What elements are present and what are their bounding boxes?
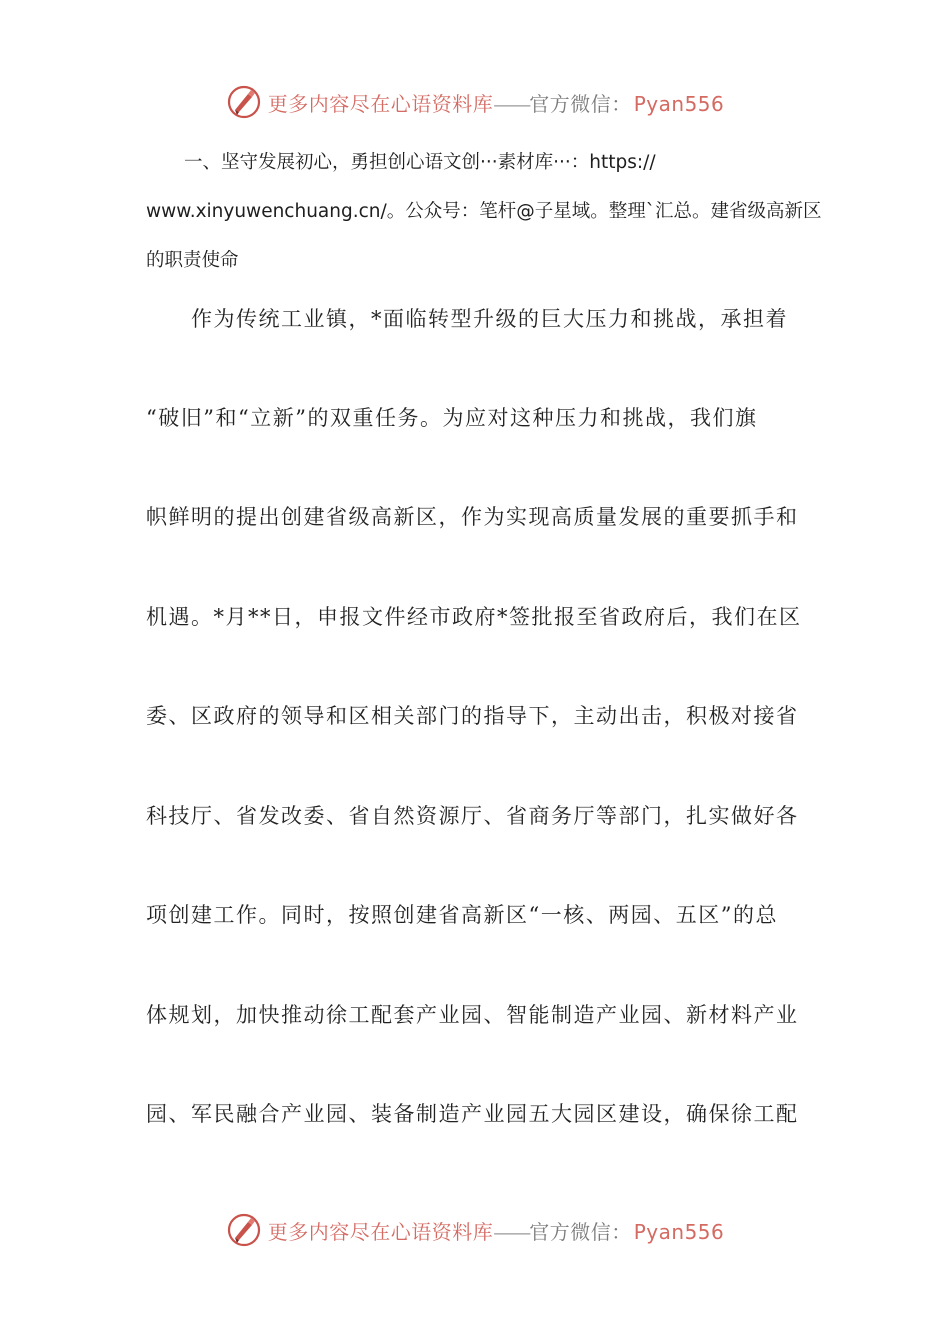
section-heading [146,138,822,285]
heading-line-1: 一、坚守发展初心，勇担创心语文创···素材库···：https:// [184,152,656,173]
paragraph-line: 作为传统工业镇，*面临转型升级的巨大压力和挑战，承担着 [146,307,788,331]
paragraph-line: 科技厅、省发改委、省自然资源厅、省商务厅等部门，扎实做好各 [146,804,799,828]
pen-logo-icon [226,84,262,120]
paragraph-line: 帜鲜明的提出创建省级高新区，作为实现高质量发展的重要抓手和 [146,505,799,529]
heading-line-2: www.xinyuwenchuang.cn/。公众号：笔杆@子星域。整理`汇总。建省级高新区 [146,201,822,222]
paragraph-line: “破旧”和“立新”的双重任务。为应对这种压力和挑战，我们旗 [146,406,758,430]
banner-text: 更多内容尽在心语资料库——官方微信： Pyan556 [267,91,725,116]
paragraph-line: 委、区政府的领导和区相关部门的指导下，主动出击，积极对接省 [146,704,799,728]
pen-logo-icon [226,1212,262,1248]
banner-text: 更多内容尽在心语资料库——官方微信： Pyan556 [267,1219,725,1244]
header-banner [0,80,950,124]
paragraph-line: 机遇。*月**日，申报文件经市政府*签批报至省政府后，我们在区 [146,605,802,629]
paragraph-line: 体规划，加快推动徐工配套产业园、智能制造产业园、新材料产业 [146,1003,799,1027]
paragraph-line: 项创建工作。同时，按照创建省高新区“一核、两园、五区”的总 [146,903,778,927]
paragraph-line: 园、军民融合产业园、装备制造产业园五大园区建设，确保徐工配 [146,1102,799,1126]
footer-banner [0,1208,950,1252]
heading-line-3: 的职责使命 [146,250,239,271]
